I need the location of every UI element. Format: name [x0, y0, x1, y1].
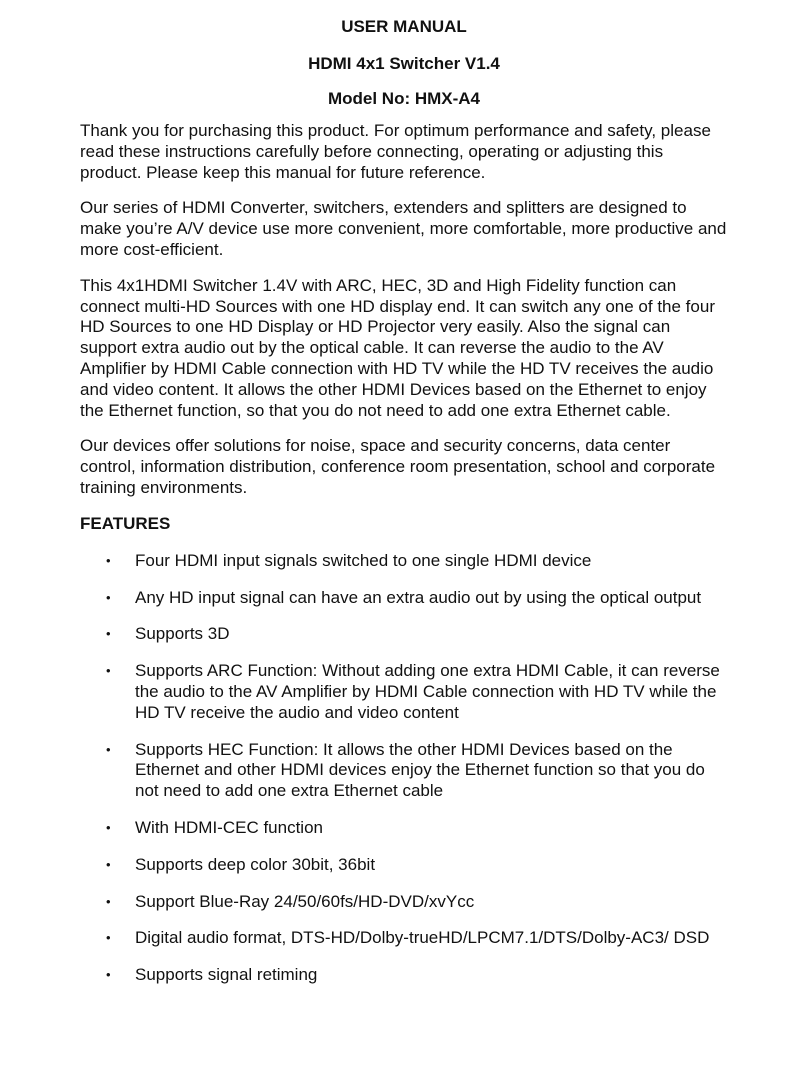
- feature-text: Supports signal retiming: [135, 965, 318, 985]
- list-item: [80, 818, 728, 839]
- feature-text: Digital audio format, DTS-HD/Dolby-trueHD/LPCM7.1/DTS/Dolby-AC3/ DSD: [135, 928, 710, 948]
- bullet-icon: •: [106, 589, 111, 605]
- feature-text: Any HD input signal can have an extra audio out by using the optical output: [135, 587, 702, 607]
- feature-text: Supports HEC Function: It allows the other HDMI Devices based on the Ethernet and other HDMI devices enjoy the Ethernet function so that you do not need to add one extra Ethernet cable: [135, 739, 705, 801]
- bullet-icon: •: [106, 930, 111, 946]
- description-paragraph: This 4x1HDMI Switcher 1.4V with ARC, HEC, 3D and High Fidelity function can connect multi-HD Sources with one HD display end. It can switch any one of the four HD Sources to one HD Display or HD Projector very easily. Also the signal can support extra audio out by the optical cable. It can reverse the audio to the AV Amplifier by HDMI Cable connection with HD TV while the HD TV receives the audio and video content. It allows the other HDMI Devices based on the Ethernet to enjoy the Ethernet function, so that you do not need to add one extra Ethernet cable.: [80, 275, 715, 420]
- list-item: [80, 551, 728, 572]
- bullet-icon: •: [106, 967, 111, 983]
- list-item: [80, 588, 728, 609]
- list-item: [80, 855, 728, 876]
- list-item: [80, 661, 728, 723]
- document-title: USER MANUAL: [341, 17, 467, 36]
- list-item: [80, 928, 728, 949]
- solutions-paragraph: Our devices offer solutions for noise, space and security concerns, data center control, information distribution, conference room presentation, school and corporate training environments.: [80, 436, 716, 497]
- feature-text: Support Blue-Ray 24/50/60fs/HD-DVD/xvYcc: [135, 891, 475, 911]
- feature-text: Supports deep color 30bit, 36bit: [135, 854, 376, 874]
- bullet-icon: •: [106, 626, 111, 642]
- model-number: Model No: HMX-A4: [327, 89, 481, 108]
- bullet-icon: •: [106, 663, 111, 679]
- list-item: [80, 624, 728, 645]
- bullet-icon: •: [106, 741, 111, 757]
- list-item: [80, 892, 728, 913]
- bullet-icon: •: [106, 819, 111, 835]
- list-item: [80, 965, 728, 986]
- list-item: [80, 740, 728, 802]
- product-name: HDMI 4x1 Switcher V1.4: [308, 54, 500, 73]
- features-heading: FEATURES: [80, 513, 171, 533]
- feature-text: With HDMI-CEC function: [135, 817, 323, 837]
- feature-text: Four HDMI input signals switched to one single HDMI device: [135, 550, 592, 570]
- feature-text: Supports 3D: [135, 624, 230, 644]
- bullet-icon: •: [106, 856, 111, 872]
- feature-text: Supports ARC Function: Without adding one extra HDMI Cable, it can reverse the audio to the AV Amplifier by HDMI Cable connection with HD TV while the HD TV receive the audio and video content: [135, 661, 720, 722]
- features-list: [80, 551, 728, 986]
- series-paragraph: Our series of HDMI Converter, switchers, extenders and splitters are designed to make you’re A/V device use more convenient, more comfortable, more productive and more cost-efficient.: [80, 198, 727, 259]
- intro-paragraph: Thank you for purchasing this product. For optimum performance and safety, please read these instructions carefully before connecting, operating or adjusting this product. Please keep this manual for future reference.: [80, 121, 711, 182]
- bullet-icon: •: [106, 552, 111, 568]
- bullet-icon: •: [106, 893, 111, 909]
